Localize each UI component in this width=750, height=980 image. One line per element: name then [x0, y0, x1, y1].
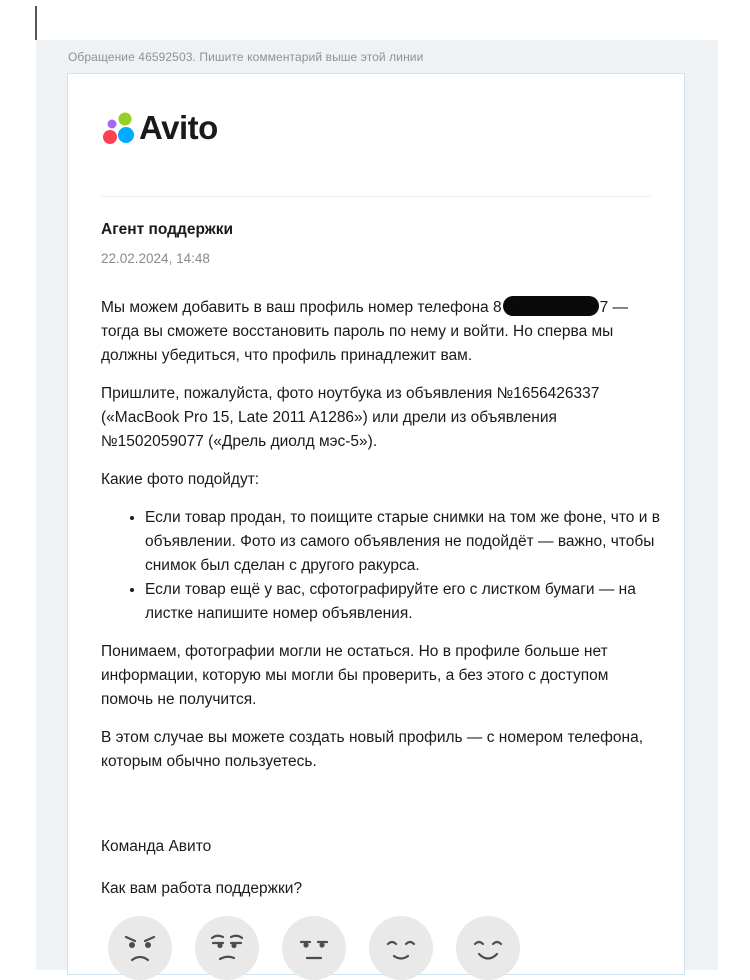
list-item: • Если товар ещё у вас, сфотографируйте его с листком бумаги — на листке напишите номер объявления.: [145, 578, 661, 626]
logo-wordmark: Avito: [139, 109, 218, 146]
angry-face-icon: [108, 916, 172, 980]
paragraph-no-photos: Понимаем, фотографии могли не остаться. Но в профиле больше нет информации, которую мы могли бы проверить, а без этого с доступом помочь не получится.: [101, 643, 609, 708]
email-container: [36, 40, 718, 970]
rating-button-neutral[interactable]: [282, 916, 346, 980]
paragraph-new-profile: В этом случае вы можете создать новый профиль — с номером телефона, которым обычно пользуетесь.: [101, 729, 644, 770]
rating-button-angry[interactable]: [108, 916, 172, 980]
author-name: Агент поддержки: [101, 221, 233, 238]
displeased-face-icon: [195, 916, 259, 980]
redacted-phone-number: [503, 296, 599, 316]
reply-above-line-notice: Обращение 46592503. Пишите комментарий выше этой линии: [68, 50, 424, 64]
paragraph-photo-heading: Какие фото подойдут:: [101, 471, 260, 488]
list-item: • Если товар продан, то поищите старые снимки на том же фоне, что и в объявлении. Фото из самого объявления не подойдёт — важно, чтобы снимок был сделан с другого ракурса.: [145, 506, 661, 578]
header-divider: [101, 196, 651, 197]
content-face-icon: [369, 916, 433, 980]
paragraph-request-photo: Пришлите, пожалуйста, фото ноутбука из объявления №1656426337 («MacBook Pro 15, Late 2011 A1286») или дрели из объявления №1502059077 («Дрель диолд мэс-5»).: [101, 385, 600, 450]
left-rule: [35, 6, 37, 40]
photo-requirements-list: [101, 506, 661, 626]
avito-dots-icon: [101, 110, 137, 146]
rating-button-happy[interactable]: [456, 916, 520, 980]
rating-button-content[interactable]: [369, 916, 433, 980]
avito-logo: [101, 108, 218, 148]
feedback-question: Как вам работа поддержки?: [101, 880, 303, 897]
message-body: [101, 296, 661, 788]
message-card: [67, 73, 685, 975]
signature: Команда Авито: [101, 838, 212, 855]
rating-button-displeased[interactable]: [195, 916, 259, 980]
paragraph-phone: [101, 296, 661, 368]
happy-face-icon: [456, 916, 520, 980]
feedback-rating-row: [108, 916, 520, 980]
paragraph-phone-start: Мы можем добавить в ваш профиль номер телефона 8: [101, 299, 502, 316]
paragraph-phone-end: 7 — тогда вы сможете восстановить пароль по нему и войти. Но сперва мы должны убедиться, что профиль принадлежит вам.: [101, 299, 629, 364]
neutral-face-icon: [282, 916, 346, 980]
message-datetime: 22.02.2024, 14:48: [101, 251, 210, 266]
